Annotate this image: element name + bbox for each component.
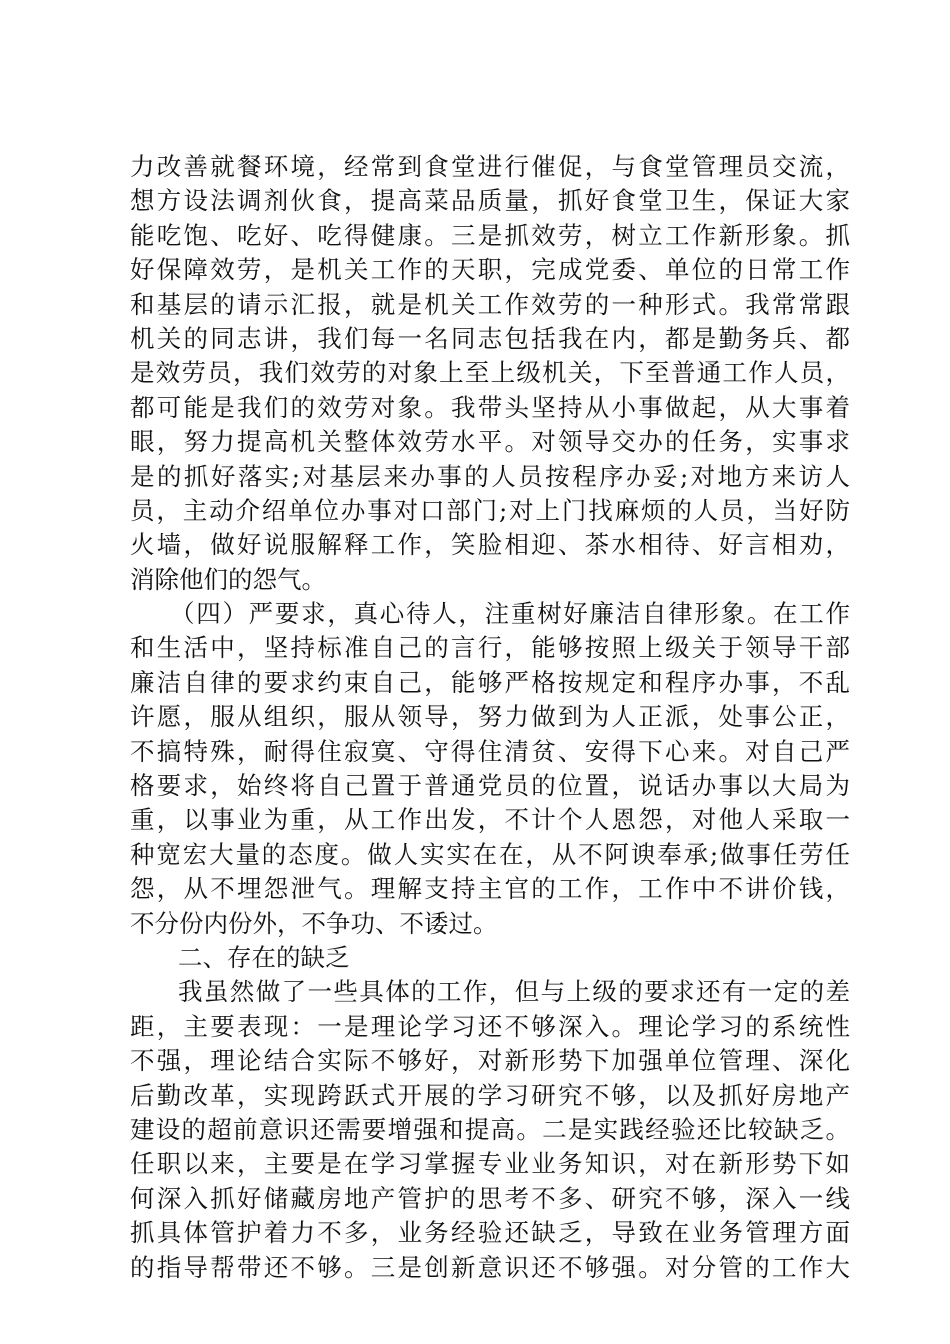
text-line: 想方设法调剂伙食，提高菜品质量，抓好食堂卫生，保证大家 xyxy=(130,186,850,216)
section-heading: 二、存在的缺乏 xyxy=(178,942,350,972)
text-line: 消除他们的怨气。 xyxy=(130,564,326,594)
text-line: 和基层的请示汇报，就是机关工作效劳的一种形式。我常常跟 xyxy=(130,289,850,319)
text-line: 员，主动介绍单位办事对口部门;对上门找麻烦的人员，当好防 xyxy=(130,495,850,525)
text-line: 许愿，服从组织，服从领导，努力做到为人正派，处事公正， xyxy=(130,702,850,732)
text-line: 能吃饱、吃好、吃得健康。三是抓效劳，树立工作新形象。抓 xyxy=(130,220,850,250)
text-line: （四）严要求，真心待人，注重树好廉洁自律形象。在工作 xyxy=(170,599,850,629)
text-line: 任职以来，主要是在学习掌握专业业务知识，对在新形势下如 xyxy=(130,1149,850,1179)
text-line: 重，以事业为重，从工作出发，不计个人恩怨，对他人采取一 xyxy=(130,805,850,835)
text-line: 我虽然做了一些具体的工作，但与上级的要求还有一定的差 xyxy=(178,977,850,1007)
text-line: 不分份内份外，不争功、不诿过。 xyxy=(130,908,498,938)
text-line: 和生活中，坚持标准自己的言行，能够按照上级关于领导干部 xyxy=(130,633,850,663)
text-line: 不搞特殊，耐得住寂寞、守得住清贫、安得下心来。对自己严 xyxy=(130,736,850,766)
text-line: 是效劳员，我们效劳的对象上至上级机关，下至普通工作人员， xyxy=(130,358,850,388)
text-line: 好保障效劳，是机关工作的天职，完成党委、单位的日常工作 xyxy=(130,255,850,285)
text-line: 眼，努力提高机关整体效劳水平。对领导交办的任务，实事求 xyxy=(130,427,850,457)
text-line: 距，主要表现：一是理论学习还不够深入。理论学习的系统性 xyxy=(130,1011,850,1041)
text-line: 何深入抓好储藏房地产管护的思考不多、研究不够，深入一线 xyxy=(130,1183,850,1213)
body-text xyxy=(130,150,850,1285)
text-line: 抓具体管护着力不多，业务经验还缺乏，导致在业务管理方面 xyxy=(130,1218,850,1248)
text-line: 机关的同志讲，我们每一名同志包括我在内，都是勤务兵、都 xyxy=(130,323,850,353)
text-line: 格要求，始终将自己置于普通党员的位置，说话办事以大局为 xyxy=(130,771,850,801)
text-line: 的指导帮带还不够。三是创新意识还不够强。对分管的工作大 xyxy=(130,1252,850,1282)
text-line: 后勤改革，实现跨跃式开展的学习研究不够，以及抓好房地产 xyxy=(130,1080,850,1110)
text-line: 廉洁自律的要求约束自己，能够严格按规定和程序办事，不乱 xyxy=(130,667,850,697)
text-line: 力改善就餐环境，经常到食堂进行催促，与食堂管理员交流， xyxy=(130,152,850,181)
text-line: 火墙，做好说服解释工作，笑脸相迎、茶水相待、好言相劝， xyxy=(130,530,850,560)
text-line: 是的抓好落实;对基层来办事的人员按程序办妥;对地方来访人 xyxy=(130,461,850,491)
text-line: 不强，理论结合实际不够好，对新形势下加强单位管理、深化 xyxy=(130,1046,850,1076)
text-line: 建设的超前意识还需要增强和提高。二是实践经验还比较缺乏。 xyxy=(130,1114,850,1144)
text-line: 种宽宏大量的态度。做人实实在在，从不阿谀奉承;做事任劳任 xyxy=(130,839,850,869)
text-line: 都可能是我们的效劳对象。我带头坚持从小事做起，从大事着 xyxy=(130,392,850,422)
text-line: 怨，从不埋怨泄气。理解支持主官的工作，工作中不讲价钱， xyxy=(130,874,850,904)
